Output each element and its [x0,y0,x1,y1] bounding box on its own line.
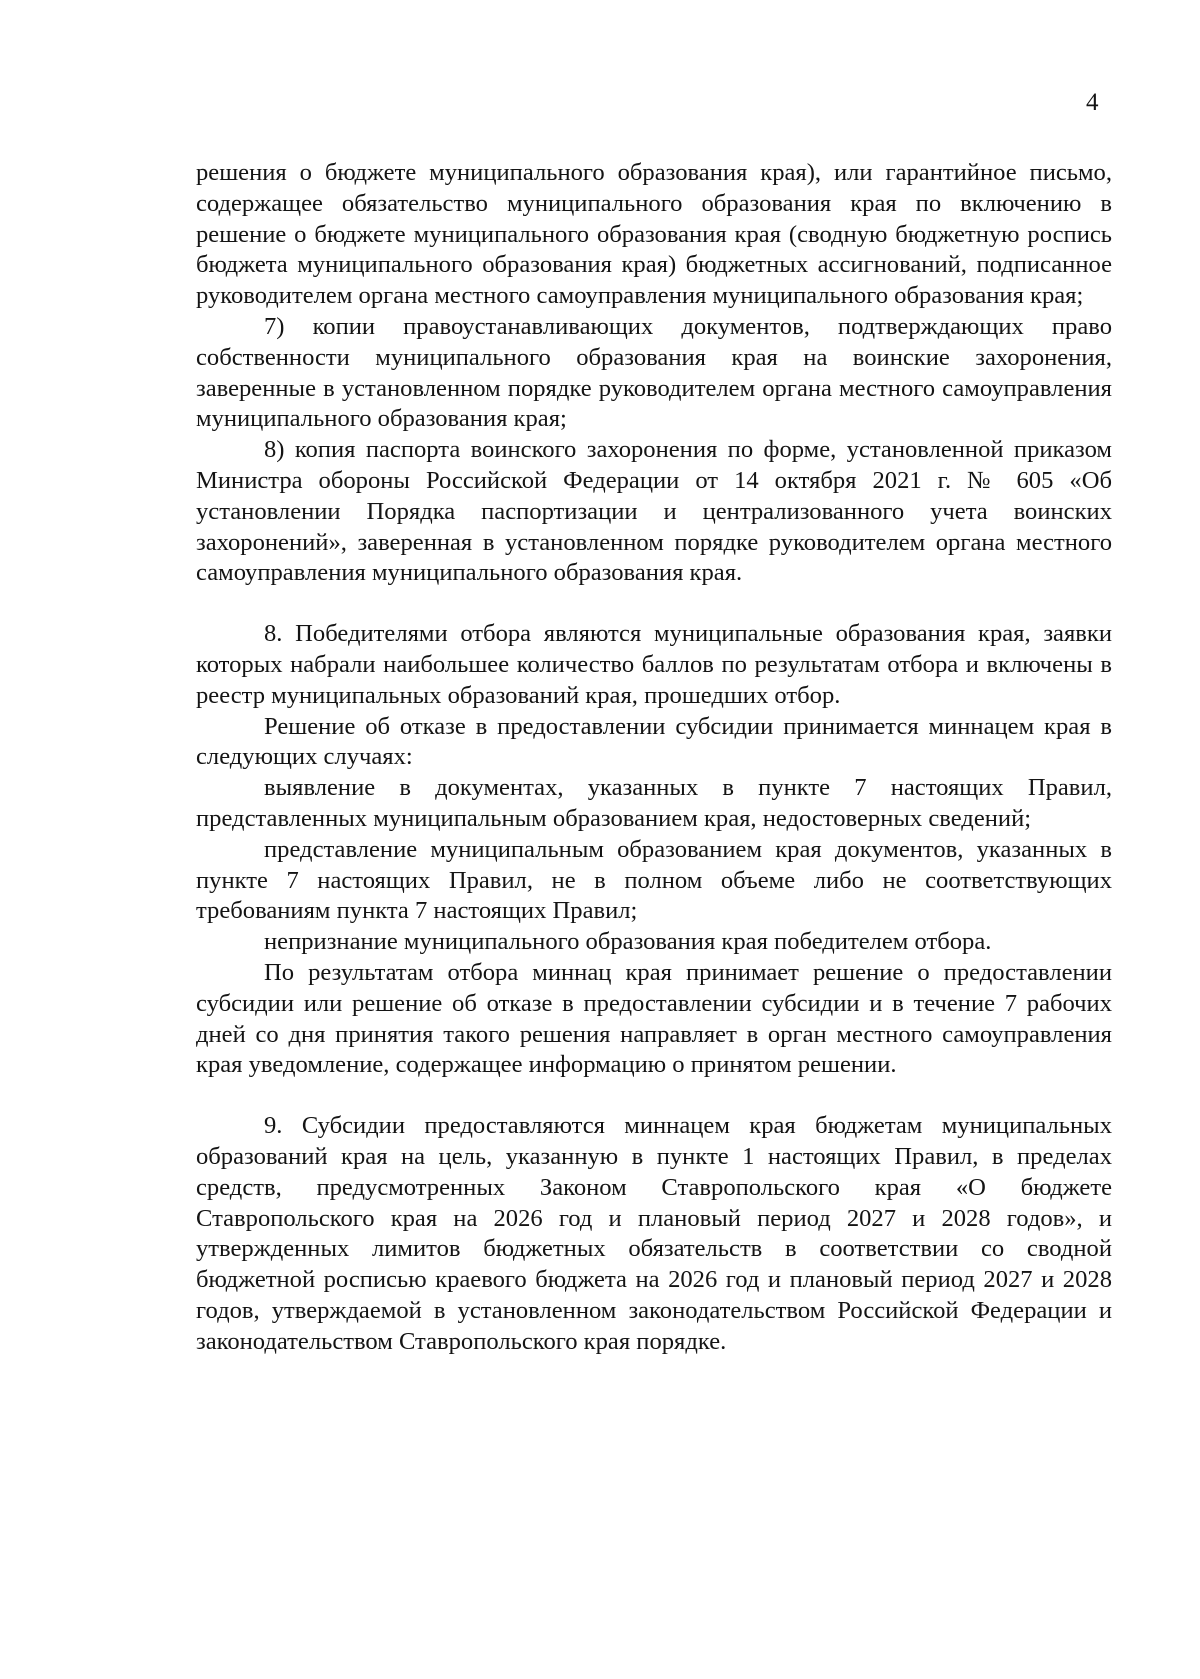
paragraph-item-8: 8) копия паспорта воинского захоронения по форме, установленной приказом Министра обороны Российской Федерации от 14 октября 2021 г. № 605 «Об установлении Порядка паспортизации и централизованного учета воинских захоронений», заверенная в установленном порядке руководителем органа местного самоуправления муниципального образования края. [196,436,1112,587]
paragraph-refusal-intro: Решение об отказе в предоставлении субсидии принимается миннацем края в следующих случаях: [196,712,1112,771]
paragraph-refusal-case-2: представление муниципальным образованием края документов, указанных в пункте 7 настоящих Правил, не в полном объеме либо не соответствующих требованиям пункта 7 настоящих Правил; [196,835,1112,925]
paragraph-selection-result: По результатам отбора миннац края принимает решение о предоставлении субсидии или решение об отказе в предоставлении субсидии и в течение 7 рабочих дней со дня принятия такого решения направляет в орган местного самоуправления края уведомление, содержащее информацию о принятом решении. [196,958,1112,1079]
paragraph-item-7: 7) копии правоустанавливающих документов, подтверждающих право собственности муниципального образования края на воинские захоронения, заверенные в установленном порядке руководителем органа местного самоуправления муниципального образования края; [196,312,1112,433]
paragraph-section-8: 8. Победителями отбора являются муниципальные образования края, заявки которых набрали наибольшее количество баллов по результатам отбора и включены в реестр муниципальных образований края, прошедших отбор. [196,620,1112,709]
paragraph-refusal-case-1: выявление в документах, указанных в пункте 7 настоящих Правил, представленных муниципальным образованием края, недостоверных сведений; [196,774,1112,832]
paragraph-refusal-case-3: непризнание муниципального образования края победителем отбора. [264,928,992,956]
paragraph-section-9: 9. Субсидии предоставляются миннацем края бюджетам муниципальных образований края на цель, указанную в пункте 1 настоящих Правил, в пределах средств, предусмотренных Законом Ставропольского края «О бюджете Ставропольского края на 2026 год и плановый период 2027 и 2028 годов», и утвержденных лимитов бюджетных обязательств в соответствии со сводной бюджетной росписью краевого бюджета на 2026 год и плановый период 2027 и 2028 годов, утверждаемой в установленном законодательством Российской Федерации и законодательством Ставропольского края порядке. [196,1112,1112,1355]
section-gap [196,1081,1112,1111]
paragraph-budget-decision: решения о бюджете муниципального образования края), или гарантийное письмо, содержащее обязательство муниципального образования края по включению в решение о бюджете муниципального образования края (сводную бюджетную роспись бюджета муниципального образования края) бюджетных ассигнований, подписанное руководителем органа местного самоуправления муниципального образования края; [196,159,1112,310]
document-body [196,158,1112,1357]
section-gap [196,589,1112,619]
page-number: 4 [1086,89,1099,116]
